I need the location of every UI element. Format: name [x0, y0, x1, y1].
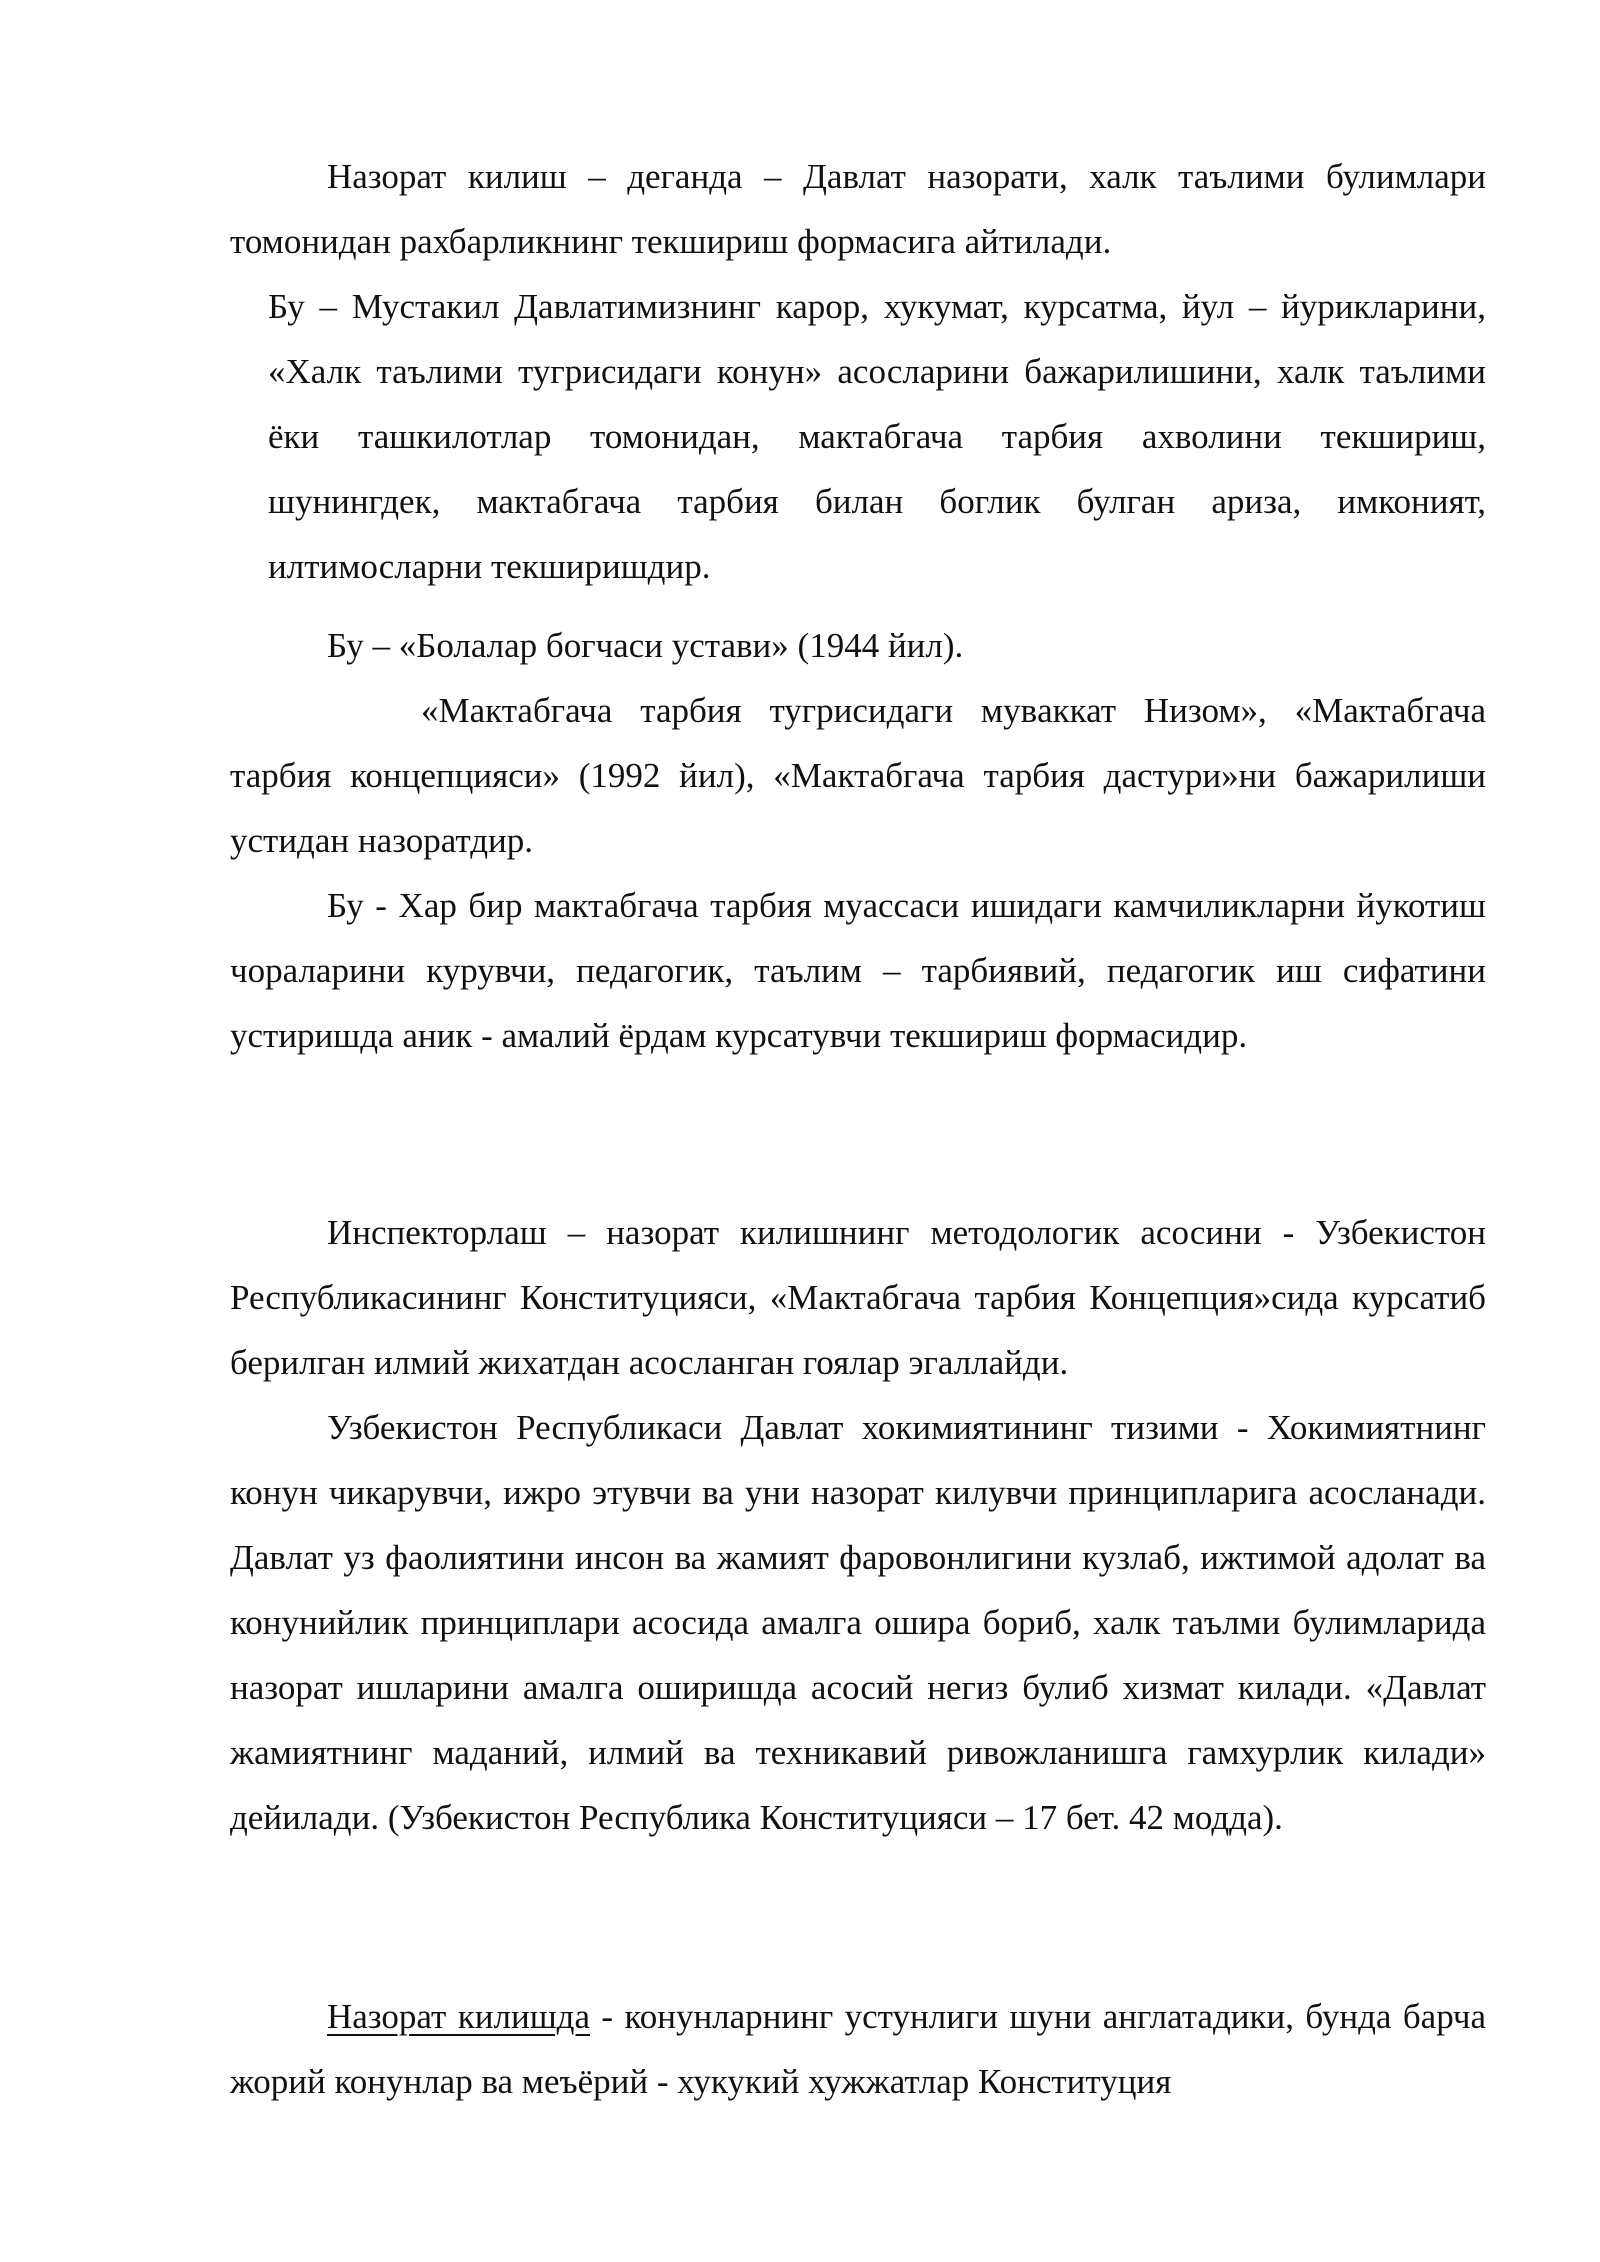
paragraph-supervision-form: Бу - Хар бир мактабгача тарбия муассаси ишидаги камчиликларни йукотиш чораларини курувчи, педагогик, таълим – тарбиявий, педагогик иш сифатини устиришда аник - амалий ёрдам курсатувчи текшириш формасидир.: [230, 886, 1486, 1055]
paragraph-supervision-definition: Назорат килиш – деганда – Давлат назорати, халк таълими булимлари томонидан рахбарликнинг текшириш формасига айтилади.: [230, 157, 1486, 261]
paragraph-rule-of-law: [230, 1984, 1486, 2114]
paragraph-continuation: - конунларнинг устунлиги шуни англатадики, бунда барча жорий конунлар ва меъёрий - хукукий хужжатлар Конституция: [230, 1997, 1486, 2101]
underlined-term: Назорат килишда: [327, 1997, 590, 2036]
paragraph-temporary-regulation: «Мактабгача тарбия тугрисидаги мувaккат Низом», «Мактабгача тарбия концепцияси» (1992 йил), «Мактабгача тарбия дастури»ни бажарилиши устидан назоратдир.: [230, 691, 1486, 860]
paragraph-kindergarten-charter: Бу – «Болалар богчаси устави» (1944 йил).: [327, 626, 964, 665]
paragraph-state-authority: Узбекистон Республикаси Давлат хокимиятининг тизими - Хокимиятнинг конун чикарувчи, ижро этувчи ва уни назорат килувчи принципларига асосланади. Давлат уз фаолиятини инсон ва жамият фаровонлигини кузлаб, ижтимой адолат ва конунийлик принциплари асосида амалга ошира бориб, халк таълми булимларида назорат ишларини амалга оширишда асосий негиз булиб хизмат килади. «Давлат жамиятнинг маданий, илмий ва техникавий ривожланишга гамхурлик килади» дейилади. (Узбекистон Республика Конституцияси – 17 бет. 42 модда).: [230, 1408, 1486, 1837]
paragraph-inspection-basis: Инспекторлаш – назорат килишнинг методологик асосини - Узбекистон Республикасининг Конституцияси, «Мактабгача тарбия Концепция»сида курсатиб берилган илмий жихатдан асосланган гоялар эгаллайди.: [230, 1213, 1486, 1382]
paragraph-supervision-scope: Бу – Мустакил Давлатимизнинг карор, хукумат, курсатма, йул – йурикларини, «Халк таълими тугрисидаги конун» асосларини бажарилишини, халк таълими ёки ташкилотлар томонидан, мактабгача тарбия ахволини текшириш, шунингдек, мактабгача тарбия билан боглик булган ариза, имконият, илтимосларни текширишдир.: [268, 287, 1486, 586]
